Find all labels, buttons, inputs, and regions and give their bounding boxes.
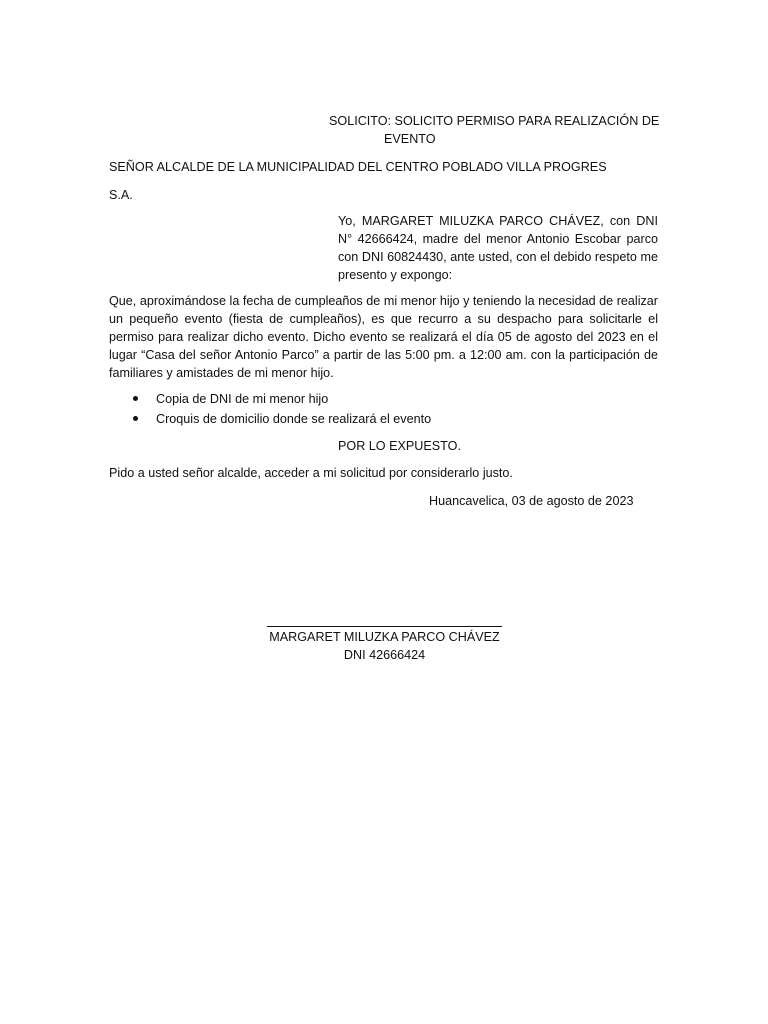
signer-name: MARGARET MILUZKA PARCO CHÁVEZ <box>269 630 500 644</box>
signature-line <box>267 626 502 627</box>
bullet-icon <box>133 416 138 421</box>
attachment-label: Copia de DNI de mi menor hijo <box>156 392 329 406</box>
salutation: S.A. <box>109 188 133 202</box>
addressee: SEÑOR ALCALDE DE LA MUNICIPALIDAD DEL CENTRO POBLADO VILLA PROGRES <box>109 160 607 174</box>
request-paragraph: Pido a usted señor alcalde, acceder a mi solicitud por considerarlo justo. <box>109 466 513 480</box>
intro-paragraph: Yo, MARGARET MILUZKA PARCO CHÁVEZ, con DNI N° 42666424, madre del menor Antonio Escobar parco con DNI 60824430, ante usted, con el debido respeto me presento y expongo: <box>338 214 658 282</box>
body-paragraph: Que, aproximándose la fecha de cumpleaños de mi menor hijo y teniendo la necesidad de realizar un pequeño evento (fiesta de cumpleaños), es que recurro a su despacho para solicitarle el permiso para realizar dicho evento. Dicho evento se realizará el día 05 de agosto del 2023 en el lugar “Casa del señor Antonio Parco” a partir de las 5:00 pm. a 12:00 am. con la participación de familiares y amistades de mi menor hijo. <box>109 294 658 380</box>
subject-heading <box>329 112 660 148</box>
subject-line-2: EVENTO <box>384 132 436 146</box>
bullet-icon <box>133 396 138 401</box>
list-item <box>109 410 431 430</box>
attachments-list <box>109 390 431 430</box>
list-item <box>109 390 431 410</box>
closing-heading: POR LO EXPUESTO. <box>338 439 461 453</box>
attachment-label: Croquis de domicilio donde se realizará el evento <box>156 412 432 426</box>
signer-dni: DNI 42666424 <box>343 648 426 662</box>
signature-block <box>267 628 502 664</box>
subject-line-1: SOLICITO: SOLICITO PERMISO PARA REALIZACIÓN DE <box>329 114 660 128</box>
place-date: Huancavelica, 03 de agosto de 2023 <box>429 494 634 508</box>
